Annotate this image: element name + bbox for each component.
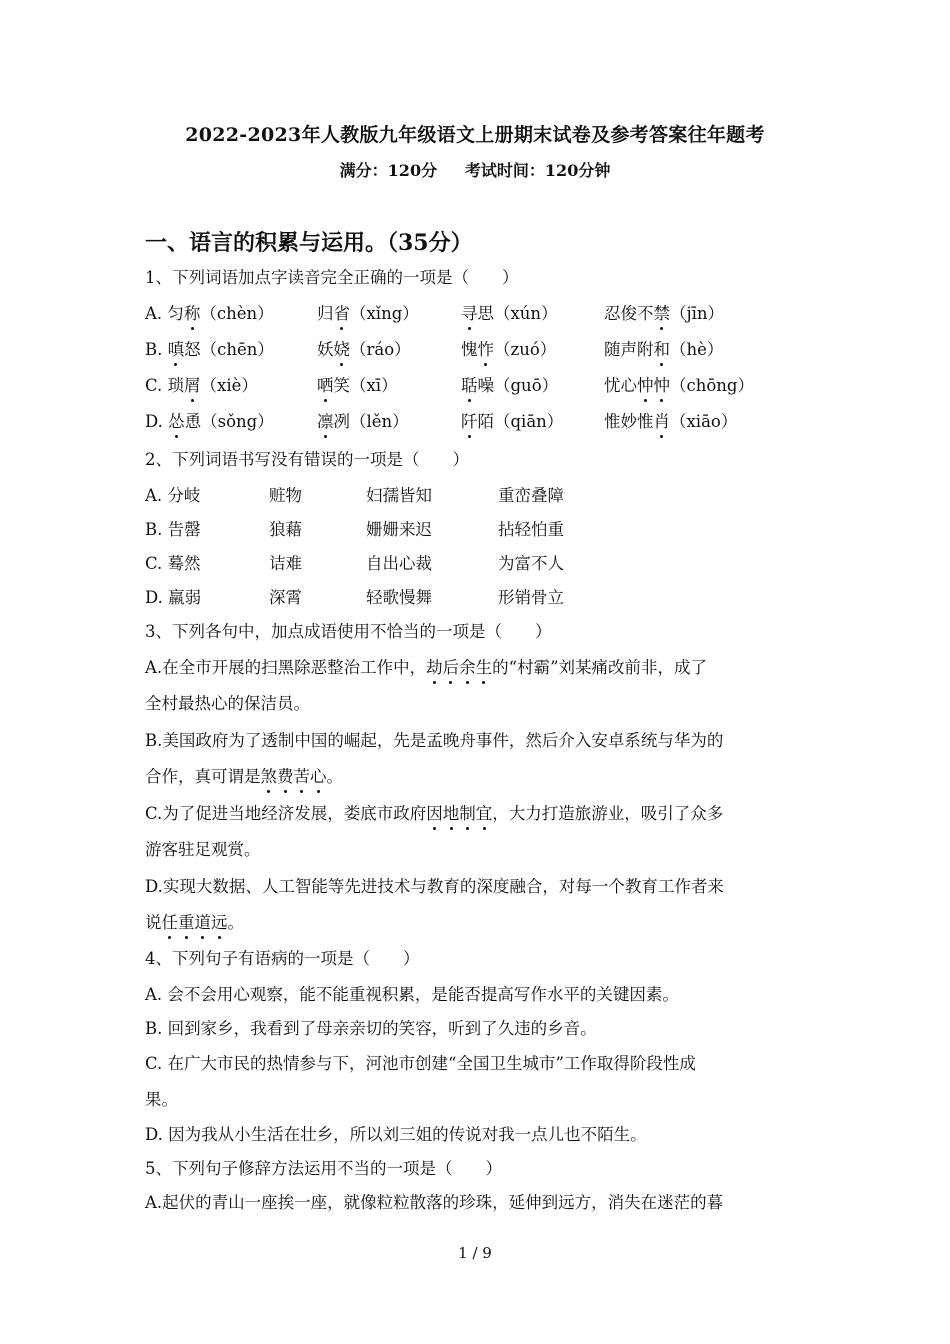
q2-cell: 妇孺皆知 <box>366 486 432 505</box>
q1-option-a-4: 忍俊不禁（jīn） <box>604 304 725 323</box>
q2-cell: 自出心裁 <box>366 554 432 573</box>
q2-cell: 轻歌慢舞 <box>366 588 432 607</box>
q2-cell: D. 羸弱 <box>145 588 202 607</box>
q1-option-b-4: 随声附和（hè） <box>604 340 724 359</box>
q2-cell: 为富不人 <box>498 554 564 573</box>
q2-cell: 赃物 <box>269 486 302 505</box>
q3-line: 说任重道远。 <box>145 913 244 932</box>
q2-cell: 形销骨立 <box>498 588 564 607</box>
q1-option-a-1: A. 匀称（chèn） <box>145 304 274 323</box>
q2-cell: 诘难 <box>269 554 302 573</box>
section-heading: 一、语言的积累与运用。（35分） <box>145 230 473 256</box>
q2-cell: 深霄 <box>269 588 302 607</box>
q1-option-b-1: B. 嗔怒（chēn） <box>145 340 274 359</box>
q4-line: D. 因为我从小生活在壮乡，所以刘三姐的传说对我一点儿也不陌生。 <box>145 1125 647 1144</box>
q2-cell: 重峦叠障 <box>498 486 564 505</box>
q1-option-d-4: 惟妙惟肖（xiāo） <box>604 412 738 431</box>
question-3-stem: 3、下列各句中，加点成语使用不恰当的一项是（ ） <box>145 622 552 641</box>
q5-line: A.起伏的青山一座挨一座，就像粒粒散落的珍珠，延伸到远方，消失在迷茫的暮 <box>145 1193 724 1212</box>
q1-option-a-3: 寻思（xún） <box>461 304 558 323</box>
q2-cell: B. 告罄 <box>145 520 201 539</box>
q3-line: A.在全市开展的扫黑除恶整治工作中，劫后余生的“村霸”刘某痛改前非，成了 <box>145 658 708 677</box>
q1-option-c-2: 哂笑（xī） <box>317 376 398 395</box>
q2-cell: 狼藉 <box>269 520 302 539</box>
q1-option-b-3: 愧怍（zuó） <box>461 340 557 359</box>
q2-cell: 拈轻怕重 <box>498 520 564 539</box>
q3-line: B.美国政府为了透制中国的崛起，先是孟晚舟事件，然后介入安卓系统与华为的 <box>145 731 724 750</box>
q1-option-d-2: 凛冽（lěn） <box>317 412 409 431</box>
q1-option-c-1: C. 琐屑（xiè） <box>145 376 258 395</box>
q1-option-d-1: D. 怂恿（sǒng） <box>145 412 274 431</box>
exam-title: 2022-2023年人教版九年级语文上册期末试卷及参考答案往年题考 <box>185 124 765 146</box>
q2-cell: A. 分岐 <box>145 486 201 505</box>
exam-score-time: 满分：120分 考试时间：120分钟 <box>339 161 611 180</box>
question-5-stem: 5、下列句子修辞方法运用不当的一项是（ ） <box>145 1159 502 1178</box>
q4-line: C. 在广大市民的热情参与下，河池市创建“全国卫生城市”工作取得阶段性成 <box>145 1054 696 1073</box>
q3-line: C.为了促进当地经济发展，娄底市政府因地制宜，大力打造旅游业，吸引了众多 <box>145 804 724 823</box>
page-number: 1 / 9 <box>458 1244 492 1262</box>
q3-line: 游客驻足观赏。 <box>145 840 261 859</box>
q2-cell: C. 蓦然 <box>145 554 201 573</box>
q1-option-c-4: 忧心忡忡（chōng） <box>604 376 754 395</box>
q4-line: A. 会不会用心观察，能不能重视积累，是能否提高写作水平的关键因素。 <box>145 985 679 1004</box>
q1-option-d-3: 阡陌（qiān） <box>461 412 564 431</box>
question-2-stem: 2、下列词语书写没有错误的一项是（ ） <box>145 450 469 469</box>
question-4-stem: 4、下列句子有语病的一项是（ ） <box>145 949 420 968</box>
q1-option-b-2: 妖娆（ráo） <box>317 340 411 359</box>
q2-cell: 姗姗来迟 <box>366 520 432 539</box>
q4-line: B. 回到家乡，我看到了母亲亲切的笑容，听到了久违的乡音。 <box>145 1019 597 1038</box>
q1-option-c-3: 聒噪（guō） <box>461 376 559 395</box>
q3-line: 合作，真可谓是煞费苦心。 <box>145 767 343 786</box>
q1-option-a-2: 归省（xǐng） <box>317 304 419 323</box>
q3-line: D.实现大数据、人工智能等先进技术与教育的深度融合，对每一个教育工作者来 <box>145 877 724 896</box>
q4-line: 果。 <box>145 1090 178 1109</box>
question-1-stem: 1、下列词语加点字读音完全正确的一项是（ ） <box>145 268 519 287</box>
q3-line: 全村最热心的保洁员。 <box>145 694 310 713</box>
